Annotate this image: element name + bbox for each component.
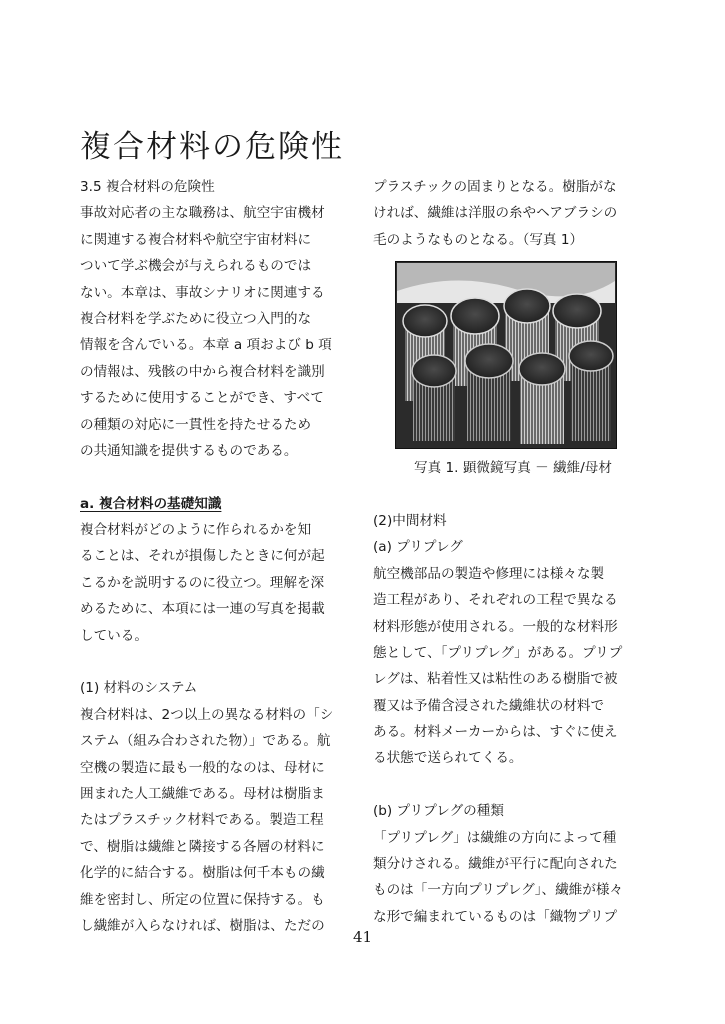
left-column <box>80 174 352 939</box>
text-line: レグは、粘着性又は粘性のある樹脂で被 <box>373 671 618 688</box>
text-line: ある。材料メーカーからは、すぐに使え <box>373 724 618 741</box>
text-line: ステム（組み合わされた物）」である。航 <box>80 733 331 750</box>
text-line: 複合材料を学ぶために役立つ入門的な <box>80 310 312 327</box>
text-line: 覆又は予備含浸された繊維状の材料で <box>373 697 605 714</box>
right-column <box>373 174 645 930</box>
text-line: な形で編まれているものは「織物プリプ <box>373 908 618 925</box>
text-line: 情報を含んでいる。本章 a 項および b 項 <box>80 337 332 354</box>
text-line: ものは「一方向プリプレグ」、繊維が様々 <box>373 882 624 899</box>
text-line: している。 <box>80 627 148 644</box>
text-line: の種類の対応に一貫性を持たせるため <box>80 416 312 433</box>
text-line: ることは、それが損傷したときに何が起 <box>80 548 325 565</box>
text-line: 事故対応者の主な職務は、航空宇宙機材 <box>80 205 325 222</box>
text-line: し繊維が入らなければ、樹脂は、ただの <box>80 917 325 934</box>
paragraph-gap <box>373 772 645 798</box>
text-line: 態として、「プリプレグ」がある。プリプ <box>373 644 623 661</box>
text-line: こるかを説明するのに役立つ。理解を深 <box>80 574 325 591</box>
text-line: プラスチックの固まりとなる。樹脂がな <box>373 179 617 195</box>
text-line: 材料形態が使用される。一般的な材料形 <box>373 618 618 635</box>
subsection-heading: (a) プリプレグ <box>373 539 463 556</box>
subsection-heading: a. 複合材料の基礎知識 <box>80 495 222 512</box>
photo-caption: 写真 1. 顕微鏡写真 － 繊維/母材 <box>414 460 612 477</box>
subsection-heading: (1) 材料のシステム <box>80 680 198 697</box>
text-line: たはプラスチック材料である。製造工程 <box>80 812 324 829</box>
paragraph-gap <box>373 482 645 508</box>
page-title: 複合材料の危険性 <box>80 128 344 165</box>
text-line: で、樹脂は繊維と隣接する各層の材料に <box>80 838 325 855</box>
subsection-heading: (2)中間材料 <box>373 512 447 529</box>
section-heading: 3.5 複合材料の危険性 <box>80 179 215 195</box>
page-number: 41 <box>352 928 373 946</box>
text-line: る状態で送られてくる。 <box>373 750 523 767</box>
text-line: 類分けされる。繊維が平行に配向された <box>373 856 618 873</box>
text-line: 維を密封し、所定の位置に保持する。も <box>80 891 325 908</box>
text-line: 造工程があり、それぞれの工程で異なる <box>373 592 618 609</box>
text-line: するために使用することができ、すべて <box>80 390 324 407</box>
text-line: めるために、本項には一連の写真を掲載 <box>80 601 325 618</box>
paragraph-gap <box>80 649 352 675</box>
text-line: ければ、繊維は洋服の糸やヘアブラシの <box>373 205 618 222</box>
text-line: 空機の製造に最も一般的なのは、母材に <box>80 759 325 776</box>
text-line: 航空機部品の製造や修理には様々な製 <box>373 565 605 582</box>
text-line: の共通知識を提供するものである。 <box>80 442 298 459</box>
text-line: 「プリプレグ」は繊維の方向によって種 <box>373 829 617 846</box>
fiber-matrix-micrograph-icon <box>395 261 617 449</box>
text-line: ついて学ぶ機会が与えられるものでは <box>80 258 312 275</box>
text-line: ない。本章は、事故シナリオに関連する <box>80 284 325 301</box>
text-line: の情報は、残骸の中から複合材料を識別 <box>80 363 325 380</box>
text-line: 複合材料がどのように作られるかを知 <box>80 522 312 539</box>
text-line: に関連する複合材料や航空宇宙材料に <box>80 231 312 248</box>
paragraph-gap <box>80 464 352 490</box>
text-line: 複合材料は、2つ以上の異なる材料の「シ <box>80 706 334 723</box>
text-line: 毛のようなものとなる。（写真 1） <box>373 231 584 248</box>
subsection-heading: (b) プリプレグの種類 <box>373 803 504 820</box>
micrograph-photo <box>395 261 617 449</box>
text-line: 化学的に結合する。樹脂は何千本もの繊 <box>80 865 325 882</box>
text-line: 囲まれた人工繊維である。母材は樹脂ま <box>80 785 325 802</box>
